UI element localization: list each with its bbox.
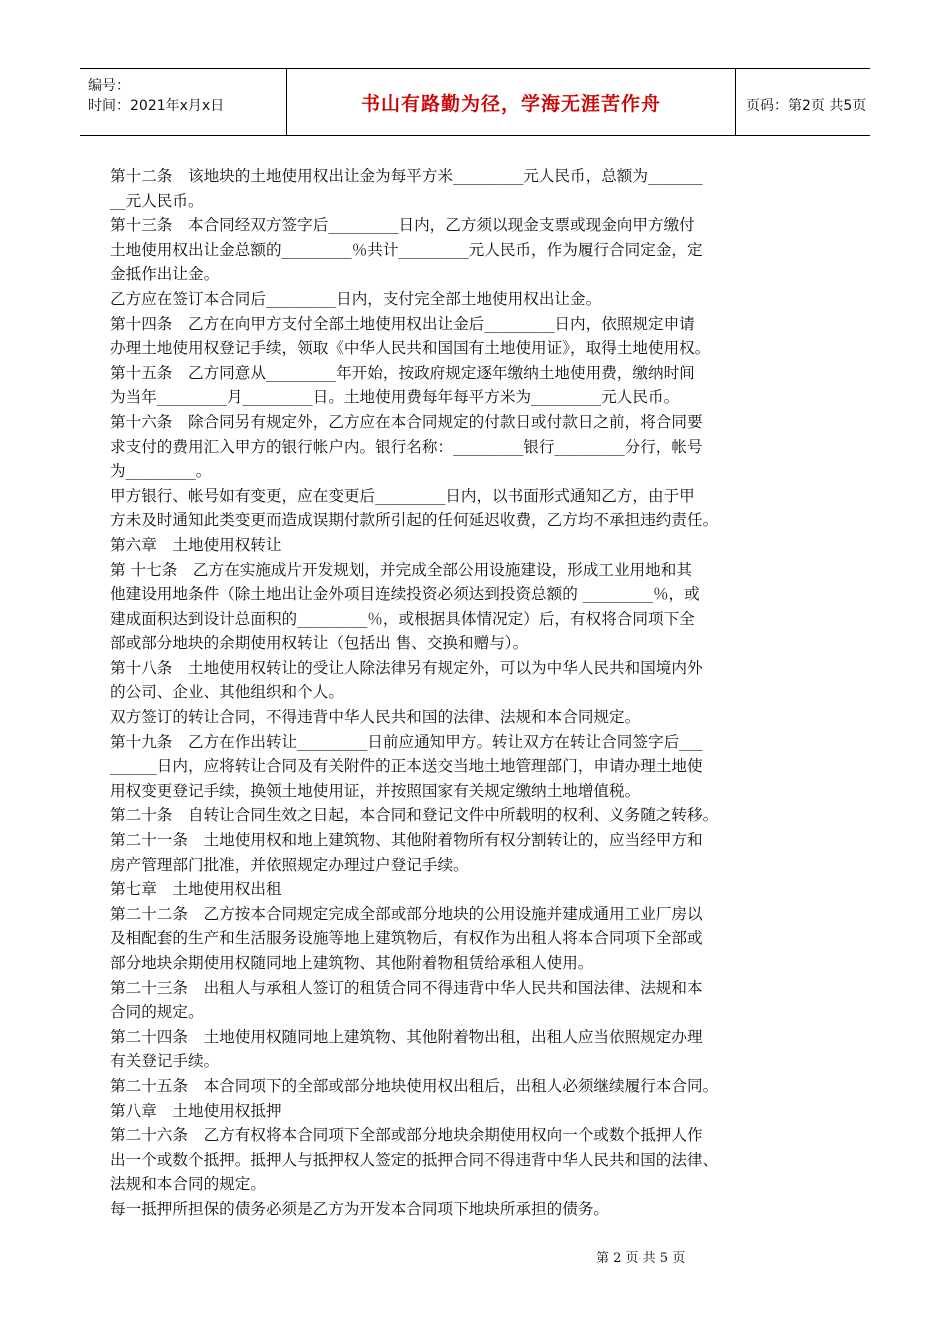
body-line: 方未及时通知此类变更而造成误期付款所引起的任何延迟收费，乙方均不承担违约责任。 [110, 511, 719, 530]
body-line: 第八章 土地使用权抵押 [110, 1101, 282, 1120]
body-line: 出一个或数个抵押。抵押人与抵押权人签定的抵押合同不得违背中华人民共和国的法律、 [110, 1150, 719, 1169]
body-line: 第十二条 该地块的土地使用权出让金为每平方米_________元人民币，总额为_______ [110, 167, 703, 185]
body-line: 第十八条 土地使用权转让的受让人除法律另有规定外，可以为中华人民共和国境内外 [110, 658, 703, 677]
header-motto: 书山有路勤为径，学海无涯苦作舟 [360, 93, 661, 115]
body-line: 第二十六条 乙方有权将本合同项下全部或部分地块余期使用权向一个或数个抵押人作 [110, 1126, 703, 1145]
body-line: 为当年_________月_________日。土地使用费每年每平方米为_________元人民币。 [110, 388, 680, 407]
body-line: 金抵作出让金。 [110, 265, 220, 284]
body-line: 为_________。 [110, 462, 212, 481]
header-page-label: 页码：第2页 共5页 [746, 98, 867, 114]
body-line: 办理土地使用权登记手续，领取《中华人民共和国国有土地使用证》，取得土地使用权。 [110, 339, 711, 358]
body-line: 乙方应在签订本合同后_________日内，支付完全部土地使用权出让金。 [110, 289, 602, 308]
document-body [110, 164, 840, 1222]
body-line: 部或部分地块的余期使用权转让（包括出 售、交换和赠与）。 [110, 634, 529, 653]
body-line: 第二十三条 出租人与承租人签订的租赁合同不得违背中华人民共和国法律、法规和本 [110, 978, 703, 997]
body-line: 双方签订的转让合同，不得违背中华人民共和国的法律、法规和本合同规定。 [110, 708, 641, 727]
body-line: 建成面积达到设计总面积的_________％，或根据具体情况定）后，有权将合同项下全 [110, 609, 695, 628]
body-line: 每一抵押所担保的债务必须是乙方为开发本合同项下地块所承担的债务。 [110, 1199, 610, 1218]
body-line: 的公司、企业、其他组织和个人。 [110, 683, 344, 702]
header-motto-cell [286, 69, 736, 135]
body-line: 第二十四条 土地使用权随同地上建筑物、其他附着物出租，出租人应当依照规定办理 [110, 1027, 703, 1046]
body-line: 他建设用地条件（除土地出让金外项目连续投资必须达到投资总额的 _________％，或 [110, 585, 700, 604]
body-line: 部分地块余期使用权随同地上建筑物、其他附着物租赁给承租人使用。 [110, 954, 594, 972]
page-header [80, 68, 870, 136]
body-line: ______日内，应将转让合同及有关附件的正本送交当地土地管理部门，申请办理土地使 [110, 757, 703, 776]
body-line: 第十九条 乙方在作出转让_________日前应通知甲方。转让双方在转让合同签字后___ [110, 732, 703, 751]
body-line: 有关登记手续。 [110, 1052, 220, 1071]
document-number-label: 编号： [88, 78, 130, 94]
body-line: 合同的规定。 [110, 1003, 204, 1022]
body-line: 第十三条 本合同经双方签字后_________日内，乙方须以现金支票或现金向甲方缴付 [110, 216, 695, 235]
body-line: 第二十二条 乙方按本合同规定完成全部或部分地块的公用设施并建成通用工业厂房以 [110, 904, 703, 923]
body-line: 及相配套的生产和生活服务设施等地上建筑物后，有权作为出租人将本合同项下全部或 [110, 929, 703, 948]
document-date-label: 时间：2021年x月x日 [88, 98, 225, 114]
body-line: __元人民币。 [110, 191, 204, 210]
body-line: 第十五条 乙方同意从_________年开始，按政府规定逐年缴纳土地使用费，缴纳时间 [110, 363, 695, 382]
header-left-cell [80, 69, 280, 135]
header-right-cell [742, 69, 870, 135]
body-line: 第十四条 乙方在向甲方支付全部土地使用权出让金后_________日内，依照规定申请 [110, 314, 695, 333]
body-line: 第 十七条 乙方在实施成片开发规划，并完成全部公用设施建设，形成工业用地和其 [110, 560, 692, 579]
body-line: 第二十条 自转让合同生效之日起，本合同和登记文件中所载明的权利、义务随之转移。 [110, 806, 719, 825]
body-line: 第二十一条 土地使用权和地上建筑物、其他附着物所有权分割转让的，应当经甲方和 [110, 831, 703, 850]
body-line: 用权变更登记手续，换领土地使用证，并按照国家有关规定缴纳土地增值税。 [110, 781, 641, 800]
body-line: 房产管理部门批准，并依照规定办理过户登记手续。 [110, 855, 469, 874]
body-line: 土地使用权出让金总额的_________％共计_________元人民币，作为履行合同定金，定 [110, 240, 703, 259]
body-line: 第六章 土地使用权转让 [110, 535, 282, 554]
page-footer: 第 2 页 共 5 页 [596, 1251, 686, 1266]
body-line: 甲方银行、帐号如有变更，应在变更后_________日内，以书面形式通知乙方，由于甲 [110, 486, 695, 505]
body-line: 第七章 土地使用权出租 [110, 880, 282, 899]
body-line: 求支付的费用汇入甲方的银行帐户内。银行名称：_________银行_________分行，帐号 [110, 437, 703, 456]
body-line: 第十六条 除合同另有规定外，乙方应在本合同规定的付款日或付款日之前，将合同要 [110, 412, 703, 431]
body-line: 第二十五条 本合同项下的全部或部分地块使用权出租后，出租人必须继续履行本合同。 [110, 1076, 719, 1095]
body-line: 法规和本合同的规定。 [110, 1175, 266, 1194]
